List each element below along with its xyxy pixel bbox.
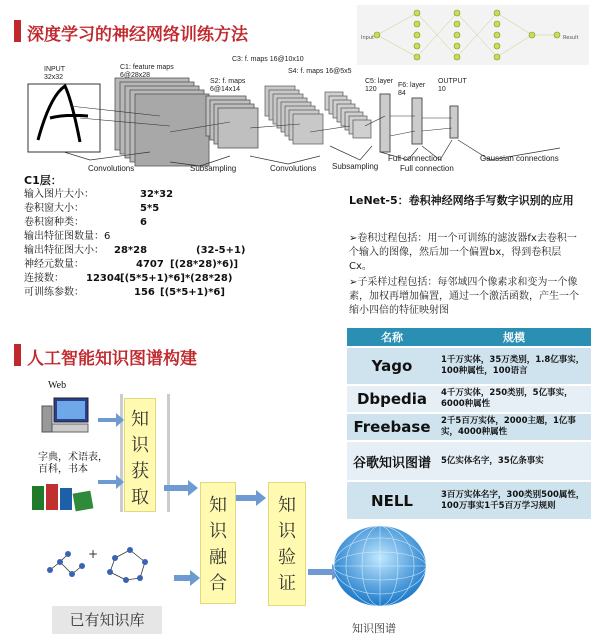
table-row — [347, 413, 591, 441]
c1-info: C1层： 输入图片大小： 32*32 卷积窗大小： 5*5 卷积窗种类： 6 输出特征图数量：6 输出特征图大小： 28*28 (32-5+1) 神经元数量： 4707 [(28*28)*6)] 连接数： 12304 [(5*5+1)*6]*(28*28) 可训练参数： 156 [(5*5+1)*6] — [24, 174, 344, 294]
kg-scale: 3百万实体名字，300类别500属性，100万事实1千5百万学习规则 — [437, 481, 591, 519]
nn-result-label: Result — [563, 35, 579, 41]
kg-name: 谷歌知识图谱 — [347, 441, 437, 481]
section-marker — [14, 20, 21, 42]
lenet-s4-label: S4: f. maps 16@5x5 — [288, 68, 352, 75]
lenet-desc-bullet-conv: ➢卷积过程包括：用一个可训练的滤波器fx去卷积一个输入的图像，然后加一个偏置bx，得到卷积层Cx。 — [349, 233, 577, 272]
kg-col-scale: 规模 — [437, 328, 591, 347]
existing-kb-graph — [40, 540, 170, 590]
books-icon — [30, 482, 94, 512]
computer-icon — [40, 396, 96, 436]
kg-scale: 1千万实体，35万类别，1.8亿事实，100种属性，100语言 — [437, 347, 591, 385]
web-label: Web — [48, 380, 67, 391]
arrow-icon — [234, 488, 270, 508]
knowledge-verification-box: 知识验证 — [268, 482, 306, 606]
kg-name: NELL — [347, 481, 437, 519]
knowledge-acquisition-box: 知识获取 — [124, 398, 156, 512]
kg-name: Freebase — [347, 413, 437, 441]
kg-scale: 2千5百万实体，2000主题，1亿事实，4000种属性 — [437, 413, 591, 441]
knowledge-fusion-box: 知识融合 — [200, 482, 236, 604]
lenet-bottom-label: Subsampling — [332, 162, 379, 171]
section-marker — [14, 344, 21, 366]
table-row — [347, 347, 591, 385]
existing-kb-label: 已有知识库 — [52, 606, 162, 634]
lenet-bottom-label: Convolutions — [270, 164, 317, 173]
kg-scale: 5亿实体名字，35亿条事实 — [437, 441, 591, 481]
kg-scale: 4千万实体，250类别，5亿事实，6000种属性 — [437, 385, 591, 413]
lenet-bottom-label: Gaussian connections — [480, 154, 559, 163]
table-row — [347, 385, 591, 413]
nn-input-label: Input — [361, 35, 374, 41]
c1-header: C1层： — [24, 174, 62, 187]
knowledge-graph-label: 知识图谱 — [352, 622, 396, 635]
lenet-desc-title: LeNet-5：卷积神经网络手写数字识别的应用 — [349, 194, 574, 207]
table-row — [347, 441, 591, 481]
dict-label: 字典，术语表，百科，书本 — [38, 452, 108, 475]
arrow-icon — [172, 568, 202, 588]
lenet5-diagram — [20, 56, 580, 174]
lenet-c3-label: C3: f. maps 16@10x10 — [232, 56, 304, 63]
arrow-icon — [96, 408, 126, 498]
kg-col-name: 名称 — [347, 328, 437, 347]
lenet-bottom-label: Full connection — [400, 164, 454, 173]
lenet-bottom-label: Full connection — [388, 154, 442, 163]
kg-table — [347, 328, 591, 519]
lenet-s2-label: S2: f. maps 6@14x14 — [210, 78, 246, 93]
section-title-deep-learning: 深度学习的神经网络训练方法 — [27, 25, 248, 45]
kg-name: Dbpedia — [347, 385, 437, 413]
lenet-f6-label: F6: layer 84 — [398, 82, 426, 97]
table-row — [347, 481, 591, 519]
kg-name: Yago — [347, 347, 437, 385]
kg-table-header — [347, 328, 591, 347]
lenet-bottom-label: Subsampling — [190, 164, 237, 173]
lenet-c5-label: C5: layer 120 — [365, 78, 394, 93]
knowledge-graph-globe — [330, 520, 430, 610]
svg-text:+: + — [88, 547, 99, 561]
lenet-bottom-label: Convolutions — [88, 164, 135, 173]
lenet-input-label: INPUT 32x32 — [44, 66, 65, 81]
section-title-knowledge-graph: 人工智能知识图谱构建 — [27, 349, 197, 369]
arrow-icon — [162, 478, 202, 498]
lenet-output-label: OUTPUT 10 — [438, 78, 467, 93]
lenet-c1-label: C1: feature maps 6@28x28 — [120, 64, 174, 79]
lenet-desc-bullet-subsample: ➢子采样过程包括：每邻域四个像素求和变为一个像素，加权再增加偏置，通过一个激活函数，产生一个缩小四倍的特征映射图 — [349, 277, 579, 316]
